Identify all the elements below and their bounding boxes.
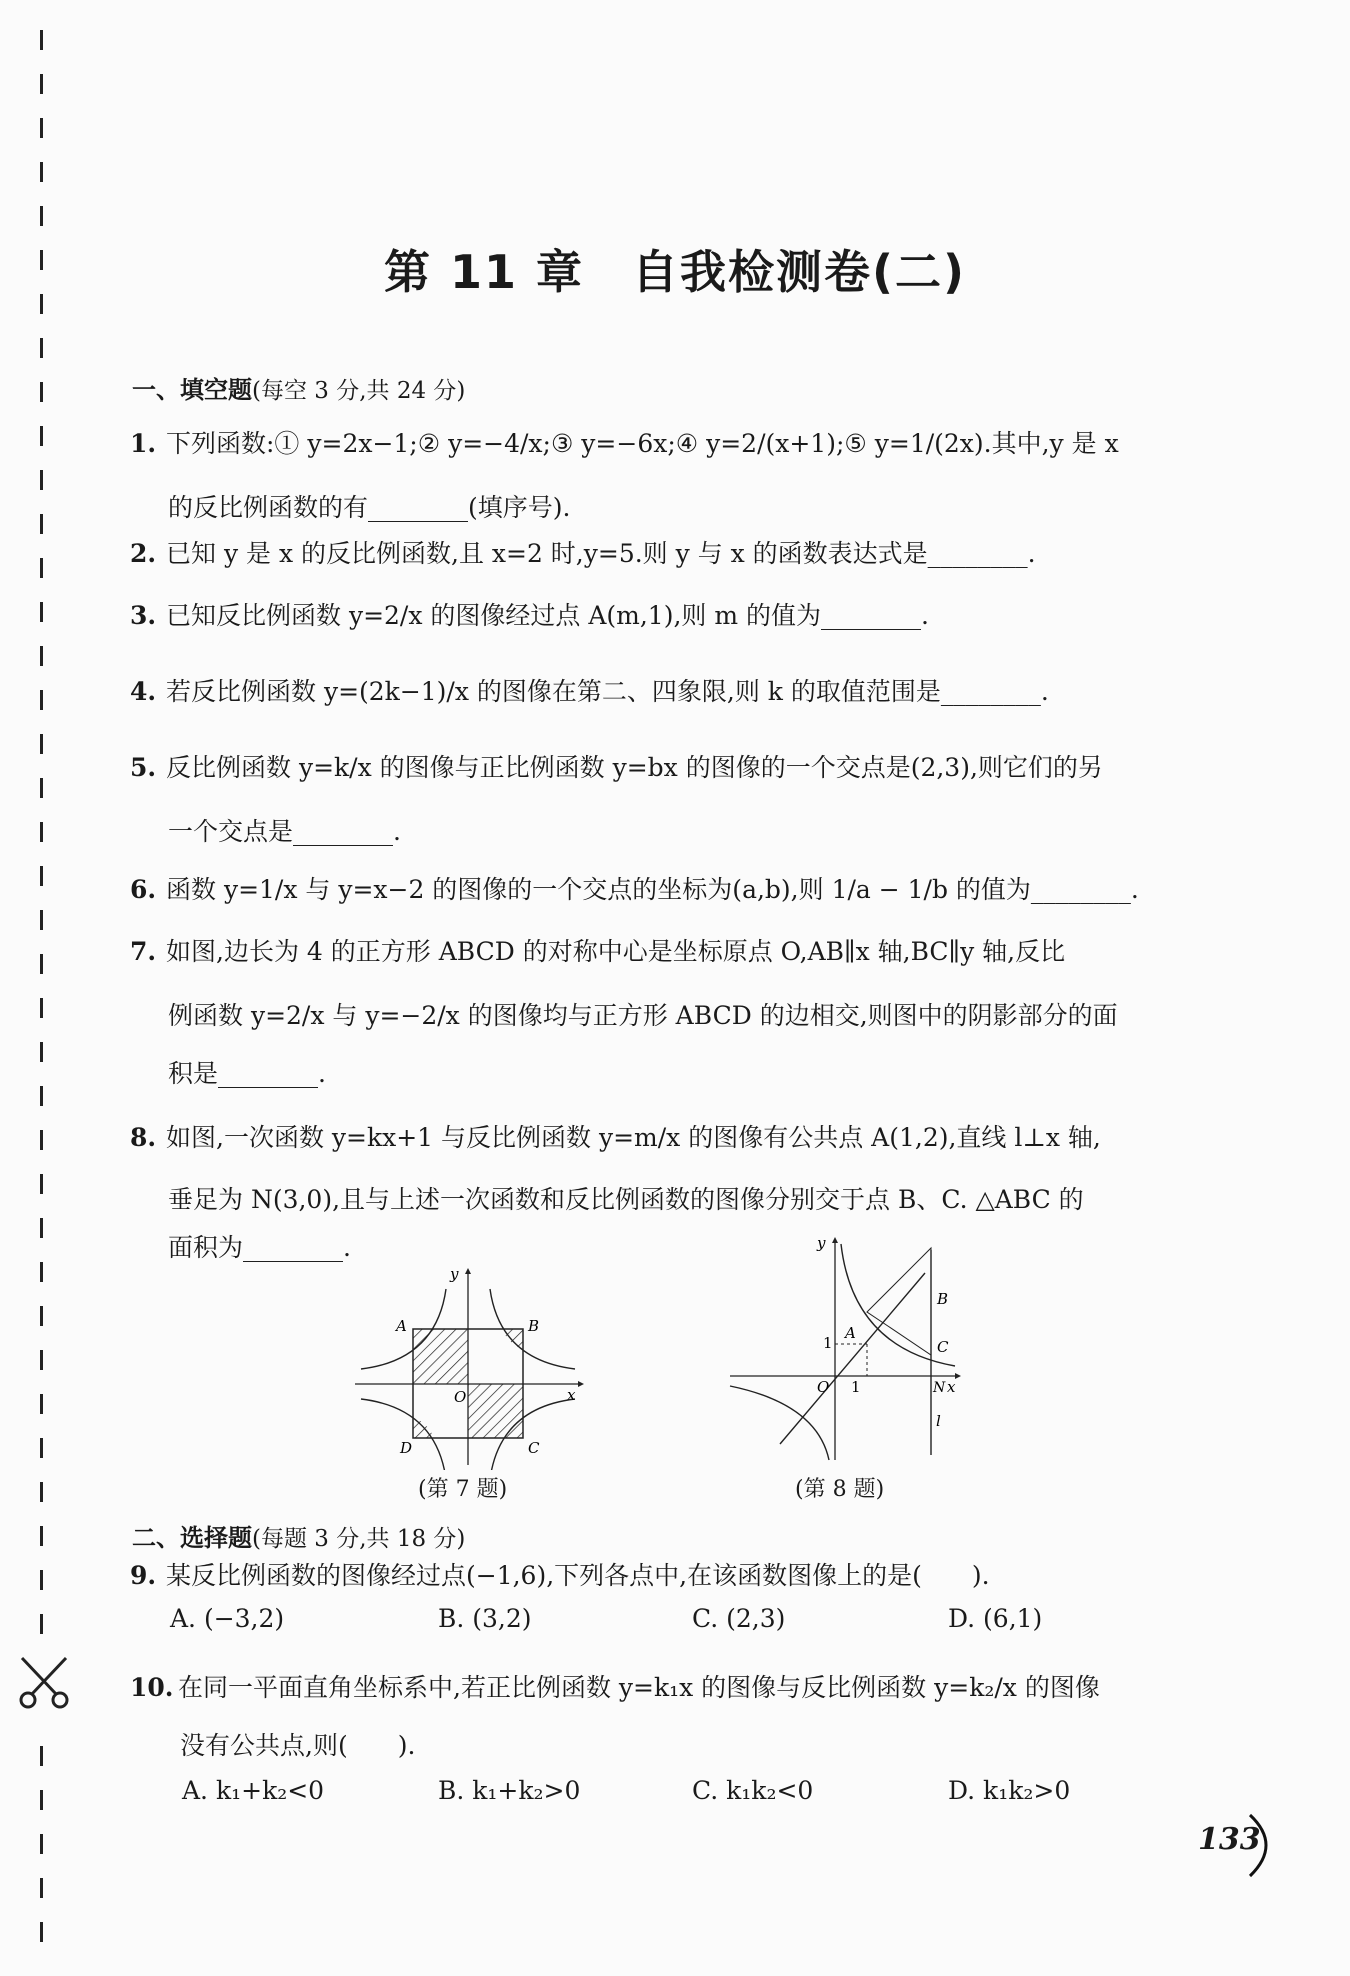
question-text: 已知 y 是 x 的反比例函数,且 x=2 时,y=5.则 y 与 x 的函数表达式是________. [166, 539, 1036, 568]
section-note: (每空 3 分,共 24 分) [252, 378, 466, 404]
question-text: 如图,一次函数 y=kx+1 与反比例函数 y=m/x 的图像有公共点 A(1,2),直线 l⊥x 轴, [166, 1123, 1101, 1152]
question-8 [130, 1118, 1200, 1158]
cut-line-dash [40, 1878, 43, 1898]
option-d[interactable]: D. k₁k₂>0 [948, 1776, 1071, 1805]
question-number: 8. [130, 1123, 157, 1152]
question-text: 函数 y=1/x 与 y=x−2 的图像的一个交点的坐标为(a,b),则 1/a − 1/b 的值为________. [166, 875, 1139, 904]
label-y: y [817, 1234, 826, 1252]
cut-line-dash [40, 910, 43, 930]
figure-7 [350, 1265, 590, 1470]
option-a[interactable]: A. k₁+k₂<0 [182, 1776, 325, 1805]
question-10-cont [130, 1726, 1200, 1766]
cut-line-dash [40, 1526, 43, 1546]
curve-y-2-over-x [361, 1399, 446, 1470]
cut-line-dash [40, 74, 43, 94]
cut-line-dash [40, 1746, 43, 1766]
question-7-cont [130, 996, 1200, 1036]
question-text: 某反比例函数的图像经过点(−1,6),下列各点中,在该函数图像上的是( ). [166, 1561, 990, 1590]
triangle-abc [867, 1248, 931, 1355]
option-b[interactable]: B. (3,2) [438, 1604, 532, 1633]
question-number: 9. [130, 1561, 157, 1590]
question-text: 在同一平面直角坐标系中,若正比例函数 y=k₁x 的图像与反比例函数 y=k₂/x 的图像 [178, 1673, 1100, 1702]
shaded-region [468, 1384, 523, 1438]
question-number: 10. [130, 1673, 174, 1702]
shaded-region [413, 1329, 468, 1384]
cut-line-dash [40, 1350, 43, 1370]
cut-line-dash [40, 822, 43, 842]
question-10 [130, 1668, 1200, 1708]
label-one-y: 1 [823, 1334, 833, 1352]
label-n: N [933, 1380, 946, 1396]
cut-line-dash [40, 1834, 43, 1854]
question-text: 已知反比例函数 y=2/x 的图像经过点 A(m,1),则 m 的值为________. [166, 601, 929, 630]
question-8-cont [130, 1180, 1200, 1220]
cut-line-dash [40, 1262, 43, 1282]
cut-line-dash [40, 954, 43, 974]
cut-line-dash [40, 778, 43, 798]
cut-line-dash [40, 30, 43, 50]
label-b: B [937, 1290, 949, 1308]
question-text: 垂足为 N(3,0),且与上述一次函数和反比例函数的图像分别交于点 B、C. △ABC 的 [168, 1185, 1084, 1214]
cut-line-dash [40, 1438, 43, 1458]
cut-line-dash [40, 1306, 43, 1326]
cut-line-dash [40, 1086, 43, 1106]
question-5 [130, 748, 1200, 788]
section-note: (每题 3 分,共 18 分) [252, 1526, 466, 1552]
question-9 [130, 1556, 1200, 1596]
label-one-x: 1 [851, 1378, 861, 1396]
cut-line-dash [40, 338, 43, 358]
question-text: 若反比例函数 y=(2k−1)/x 的图像在第二、四象限,则 k 的取值范围是________. [166, 677, 1049, 706]
cut-line-dash [40, 1614, 43, 1634]
label-x: x [567, 1386, 576, 1404]
line-y-kx-plus-1 [780, 1273, 925, 1444]
label-b: B [528, 1317, 540, 1335]
cut-line-dash [40, 1394, 43, 1414]
cut-line-dash [40, 1570, 43, 1590]
question-text: 积是________. [168, 1059, 326, 1088]
question-4 [130, 672, 1200, 712]
section-fill-in [132, 370, 465, 405]
label-x: x [947, 1378, 956, 1396]
question-text: 例函数 y=2/x 与 y=−2/x 的图像均与正方形 ABCD 的边相交,则图中的阴影部分的面 [168, 1001, 1118, 1030]
cut-line-dash [40, 1130, 43, 1150]
question-text: 没有公共点,则( ). [180, 1731, 416, 1760]
question-2 [130, 534, 1200, 574]
question-3 [130, 596, 1200, 636]
cut-line-dash [40, 866, 43, 886]
option-d[interactable]: D. (6,1) [948, 1604, 1043, 1633]
option-c[interactable]: C. k₁k₂<0 [692, 1776, 814, 1805]
figure-8 [725, 1230, 965, 1470]
label-d: D [400, 1439, 413, 1457]
question-7-cont2 [130, 1054, 1200, 1094]
label-a: A [845, 1324, 856, 1342]
curve-y-m-over-x [730, 1386, 829, 1460]
question-number: 7. [130, 937, 157, 966]
cut-line-dash [40, 998, 43, 1018]
label-y: y [450, 1265, 459, 1283]
label-o: O [817, 1378, 830, 1396]
question-number: 5. [130, 753, 157, 782]
question-6 [130, 870, 1200, 910]
cut-line-dash [40, 558, 43, 578]
question-text: 面积为________. [168, 1233, 351, 1262]
question-text: 下列函数:① y=2x−1;② y=−4/x;③ y=−6x;④ y=2/(x+1);⑤ y=1/(2x).其中,y 是 x [166, 429, 1119, 458]
cut-line-dash [40, 206, 43, 226]
question-number: 1. [130, 429, 157, 458]
question-7 [130, 932, 1200, 972]
page-number-text: 133 [1198, 1822, 1261, 1857]
section-heading: 二、选择题 [132, 1524, 252, 1552]
cut-line-dash [40, 470, 43, 490]
scissors-icon [14, 1650, 74, 1710]
option-c[interactable]: C. (2,3) [692, 1604, 786, 1633]
question-1 [130, 424, 1200, 464]
cut-line-dash [40, 1042, 43, 1062]
label-c: C [937, 1338, 949, 1356]
figure-7-caption: (第 7 题) [418, 1477, 508, 1502]
cut-line-dash [40, 690, 43, 710]
question-1-cont [130, 488, 1200, 528]
question-number: 4. [130, 677, 157, 706]
question-5-cont [130, 812, 1200, 852]
cut-line-dash [40, 514, 43, 534]
page-title: 第 11 章 自我检测卷(二) [383, 245, 967, 299]
question-number: 6. [130, 875, 157, 904]
question-text: 反比例函数 y=k/x 的图像与正比例函数 y=bx 的图像的一个交点是(2,3),则它们的另 [166, 753, 1103, 782]
cut-line-dash [40, 382, 43, 402]
cut-line-dash [40, 646, 43, 666]
cut-line-dash [40, 1790, 43, 1810]
cut-line-dash [40, 1218, 43, 1238]
page-number [1190, 1810, 1280, 1880]
cut-line-dash [40, 734, 43, 754]
question-text: 如图,边长为 4 的正方形 ABCD 的对称中心是坐标原点 O,AB∥x 轴,BC∥y 轴,反比 [166, 937, 1066, 966]
label-c: C [528, 1439, 540, 1457]
question-text: 一个交点是________. [168, 817, 401, 846]
cut-line-dash [40, 162, 43, 182]
cut-line-dash [40, 118, 43, 138]
label-a: A [396, 1317, 407, 1335]
figure-8-caption: (第 8 题) [795, 1477, 885, 1502]
cut-line-dash [40, 1482, 43, 1502]
cut-line-dash [40, 1174, 43, 1194]
section-heading: 一、填空题 [132, 376, 252, 404]
option-b[interactable]: B. k₁+k₂>0 [438, 1776, 581, 1805]
cut-line-dash [40, 1922, 43, 1942]
question-8-cont2 [130, 1228, 1200, 1268]
label-o: O [454, 1388, 467, 1406]
section-multiple-choice [132, 1518, 465, 1553]
question-text: 的反比例函数的有________(填序号). [168, 493, 571, 522]
question-number: 2. [130, 539, 157, 568]
cut-line-dash [40, 426, 43, 446]
question-number: 3. [130, 601, 157, 630]
label-l: l [936, 1412, 941, 1430]
cut-line-dash [40, 602, 43, 622]
option-a[interactable]: A. (−3,2) [170, 1604, 285, 1633]
